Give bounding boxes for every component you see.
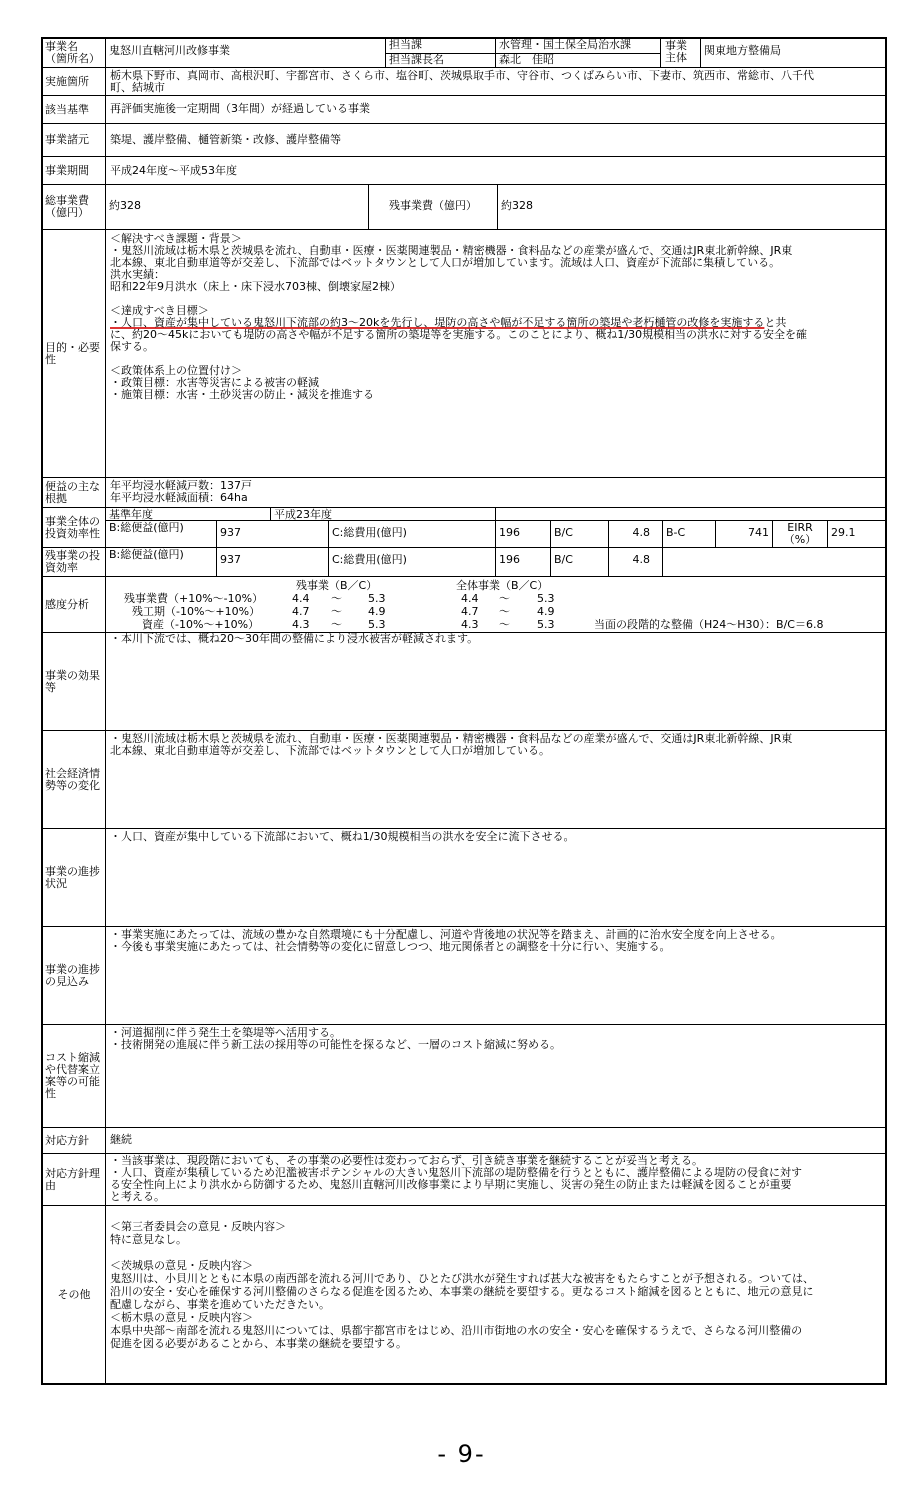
reason-line-2: ・人口、資産が集積しているため氾濫被害ポテンシャルの大きい鬼怒川下流部の堤防整備を行うとともに、護岸整備による堤防の侵食に対す <box>110 1166 802 1179</box>
total-efficiency-subrow <box>106 521 885 547</box>
sensitivity-row-name: 残工期（-10%～+10%） <box>132 605 261 618</box>
social-label: 社会経済情勢等の変化 <box>43 731 106 828</box>
sensitivity-content <box>106 577 885 632</box>
policy-row <box>43 1128 885 1154</box>
other-line <box>110 1246 881 1259</box>
dept-labels <box>386 39 496 67</box>
outlook-line-2: ・今後も事業実施にあたっては、社会情勢等の変化に留意しつつ、地元関係者との調整を十分に行い、実施する。 <box>110 940 671 953</box>
sensitivity-row-name: 残事業費（+10%～-10%） <box>124 592 264 605</box>
base-year-subrow <box>106 508 885 521</box>
sensitivity-tilde: ～ <box>499 605 510 618</box>
outlook-row <box>43 927 885 1025</box>
remaining-c-value: 196 <box>496 548 551 576</box>
purpose-line: ＜達成すべき目標＞ <box>110 304 209 317</box>
purpose-line: 北本線、東北自動車道等が交差し、下流部ではベットタウンとして人口が増加しています。流域は人口、資産が下流部に集積している。 <box>110 256 781 269</box>
costcut-text <box>106 1025 885 1127</box>
social-line-1: ・鬼怒川流域は栃木県と茨城県を流れ、自動車・医療・医薬関連製品・精密機器・食料品などの産業が盛んで、交通はJR東北新幹線、JR東 <box>110 732 793 745</box>
reason-label: 対応方針理由 <box>43 1154 106 1205</box>
total-bc-value: 4.8 <box>609 521 663 547</box>
criteria-label: 該当基準 <box>43 96 106 123</box>
purpose-line: 昭和22年9月洪水（床上・床下浸水703棟、倒壊家屋2棟） <box>110 280 401 293</box>
sensitivity-value: 4.3 <box>461 618 479 631</box>
sensitivity-value: 4.9 <box>368 605 386 618</box>
dept-label: 担当課 <box>386 39 495 54</box>
remaining-bc-label: B/C <box>551 548 609 576</box>
remaining-cost-label: 残事業費（億円） <box>369 185 498 229</box>
reason-row <box>43 1154 885 1206</box>
page-number: - 9- <box>437 1440 486 1468</box>
remaining-efficiency-row <box>43 548 885 577</box>
remaining-efficiency-label: 残事業の投資効率 <box>43 548 106 576</box>
purpose-text <box>106 230 885 477</box>
other-text <box>106 1206 885 1383</box>
purpose-line: ・鬼怒川流域は栃木県と茨城県を流れ、自動車・医療・医薬関連製品・精密機器・食料品などの産業が盛んで、交通はJR東北新幹線、JR東 <box>110 244 793 257</box>
sensitivity-tilde: ～ <box>499 618 510 631</box>
cost-value: 約328 <box>106 185 369 229</box>
other-line: ＜第三者委員会の意見・反映内容＞ <box>110 1220 286 1233</box>
outlook-label: 事業の進捗の見込み <box>43 927 106 1024</box>
cost-label: 総事業費（億円） <box>43 185 106 229</box>
sensitivity-value: 4.4 <box>461 592 479 605</box>
sensitivity-row-name: 資産（-10%～+10%） <box>142 618 260 631</box>
policy-text: 継続 <box>110 1133 132 1146</box>
sensitivity-value: 5.3 <box>368 592 386 605</box>
remaining-c-label: C:総費用(億円) <box>329 548 496 576</box>
progress-row <box>43 829 885 927</box>
chief-value: 森北 佳昭 <box>499 53 554 66</box>
base-year-value: 平成23年度 <box>271 508 496 520</box>
sensitivity-tilde: ～ <box>331 605 342 618</box>
benefit-basis-label: 便益の主な根拠 <box>43 478 106 507</box>
remaining-b-value: 937 <box>217 548 329 576</box>
total-eirr-label: EIRR（%） <box>773 521 828 547</box>
sensitivity-value: 5.3 <box>368 618 386 631</box>
costcut-line-2: ・技術開発の進展に伴う新工法の採用等の可能性を探るなど、一層のコスト縮減に努める。 <box>110 1038 561 1051</box>
location-label: 実施箇所 <box>43 68 106 95</box>
period-text: 平成24年度～平成53年度 <box>110 164 237 177</box>
project-name-label-text: 事業名 <box>45 40 78 53</box>
specs-text: 築堤、護岸整備、樋管新築・改修、護岸整備等 <box>110 133 341 146</box>
sensitivity-value: 4.7 <box>461 605 479 618</box>
project-name-label <box>43 39 106 67</box>
benefit-basis-text <box>106 478 885 507</box>
cost-row <box>43 185 885 230</box>
sensitivity-tilde: ～ <box>331 618 342 631</box>
purpose-line: 洪水実績： <box>110 268 165 281</box>
total-c-label: C:総費用(億円) <box>329 521 496 547</box>
benefit-basis-row <box>43 478 885 508</box>
reason-line-4: と考える。 <box>110 1190 165 1203</box>
purpose-row <box>43 230 885 478</box>
location-line-1: 栃木県下野市、真岡市、高根沢町、宇都宮市、さくら市、塩谷町、茨城県取手市、守谷市、つくばみらい市、下妻市、筑西市、常総市、八千代 <box>110 69 814 82</box>
purpose-line: ＜解決すべき課題・背景＞ <box>110 232 242 245</box>
header-row <box>43 39 885 68</box>
other-line: 沿川の安全・安心を確保する河川整備のさらなる促進を図るため、本事業の継続を要望する。更なるコスト縮減を図るとともに、地元の意見に <box>110 1285 814 1298</box>
purpose-line: ・施策目標：水害・土砂災害の防止・減災を推進する <box>110 388 374 401</box>
sensitivity-value: 4.9 <box>537 605 555 618</box>
remaining-cost-value: 約328 <box>501 199 533 212</box>
sensitivity-value: 4.7 <box>292 605 310 618</box>
total-efficiency-label: 事業全体の投資効率性 <box>43 508 106 547</box>
total-bmc-label: B-C <box>663 521 716 547</box>
total-eirr-value: 29.1 <box>831 526 856 539</box>
total-efficiency-row <box>43 508 885 548</box>
sensitivity-row <box>43 577 885 633</box>
base-year-label: 基準年度 <box>106 508 271 520</box>
costcut-line-1: ・河道掘削に伴う発生土を築堤等へ活用する。 <box>110 1026 341 1039</box>
sensitivity-head-remaining: 残事業（B／C） <box>296 579 378 592</box>
specs-label: 事業諸元 <box>43 124 106 156</box>
purpose-label: 目的・必要性 <box>43 230 106 477</box>
project-name-sublabel-text: （箇所名） <box>45 52 100 65</box>
social-line-2: 北本線、東北自動車道等が交差し、下流部ではベットタウンとして人口が増加している。 <box>110 744 550 757</box>
sensitivity-head-total: 全体事業（B／C） <box>456 579 549 592</box>
sensitivity-label: 感度分析 <box>43 577 106 632</box>
social-row <box>43 731 885 829</box>
dept-values <box>496 39 661 67</box>
project-name: 鬼怒川直轄河川改修事業 <box>106 39 386 67</box>
criteria-text: 再評価実施後一定期間（3年間）が経過している事業 <box>110 102 370 115</box>
dept-value: 水管理・国土保全局治水課 <box>496 39 660 54</box>
total-bc-label: B/C <box>551 521 609 547</box>
other-line: 特に意見なし。 <box>110 1233 187 1246</box>
remaining-bc-value: 4.8 <box>609 548 663 576</box>
total-b-label: B:総便益(億円) <box>106 521 217 547</box>
sensitivity-note: 当面の段階的な整備（H24～H30）：B/C＝6.8 <box>594 618 824 631</box>
social-text <box>106 731 885 828</box>
effect-label: 事業の効果等 <box>43 633 106 730</box>
purpose-highlight: ・人口、資産が集中している鬼怒川下流部の約3～20kを先行し、堤防の高さや幅が不足する箇所の築堤や老朽樋管の改修を実施する <box>110 316 765 329</box>
location-text <box>106 68 885 95</box>
other-line: 促進を図る必要があることから、本事業の継続を要望する。 <box>110 1337 407 1350</box>
total-b-value: 937 <box>217 521 329 547</box>
outlook-text <box>106 927 885 1024</box>
reason-text <box>106 1154 885 1205</box>
sensitivity-value: 4.4 <box>292 592 310 605</box>
sensitivity-value: 5.3 <box>537 592 555 605</box>
total-bmc-value: 741 <box>716 521 773 547</box>
other-line: ＜栃木県の意見・反映内容＞ <box>110 1311 253 1324</box>
sensitivity-tilde: ～ <box>499 592 510 605</box>
total-c-value: 196 <box>496 521 551 547</box>
effect-row <box>43 633 885 731</box>
other-line: ＜茨城県の意見・反映内容＞ <box>110 1259 253 1272</box>
other-row <box>43 1206 885 1383</box>
criteria-row <box>43 96 885 124</box>
period-row <box>43 157 885 185</box>
purpose-line: ・政策目標：水害等災害による被害の軽減 <box>110 376 319 389</box>
policy-label: 対応方針 <box>43 1128 106 1153</box>
specs-row <box>43 124 885 157</box>
benefit-basis-line-1: 年平均浸水軽減戸数：137戸 <box>110 479 252 492</box>
period-label: 事業期間 <box>43 157 106 184</box>
costcut-row <box>43 1025 885 1128</box>
sensitivity-tilde: ～ <box>331 592 342 605</box>
other-label: その他 <box>43 1206 106 1383</box>
purpose-line <box>110 293 881 305</box>
purpose-line: に、約20～45kにおいても堤防の高さや幅が不足する箇所の築堤等を実施する。このことにより、概ね1/30規模相当の洪水に対する安全を確 <box>110 328 808 341</box>
other-line: 配慮しながら、事業を進めていただきたい。 <box>110 1298 330 1311</box>
purpose-line: 保する。 <box>110 340 154 353</box>
effect-text: ・本川下流では、概ね20～30年間の整備により浸水被害が軽減されます。 <box>110 633 479 645</box>
chief-label: 担当課長名 <box>389 53 444 66</box>
progress-label: 事業の進捗状況 <box>43 829 106 926</box>
outlook-line-1: ・事業実施にあたっては、流域の豊かな自然環境にも十分配慮し、河道や背後地の状況等を踏まえ、計画的に治水安全度を向上させる。 <box>110 928 782 941</box>
location-line-2: 町、結城市 <box>110 81 165 94</box>
sensitivity-value: 4.3 <box>292 618 310 631</box>
reason-line-1: ・当該事業は、現段階においても、その事業の必要性は変わっておらず、引き続き事業を継続することが妥当と考える。 <box>110 1154 704 1167</box>
costcut-label: コスト縮減や代替案立案等の可能性 <box>43 1025 106 1127</box>
purpose-highlight-tail: と共 <box>764 316 787 329</box>
benefit-basis-line-2: 年平均浸水軽減面積：64ha <box>110 491 248 504</box>
purpose-line: ＜政策体系上の位置付け＞ <box>110 364 242 377</box>
other-line: 本県中央部～南部を流れる鬼怒川については、県都宇都宮市をはじめ、沿川市街地の水の安全・安心を確保するうえで、さらなる河川整備の <box>110 1324 803 1337</box>
sensitivity-value: 5.3 <box>537 618 555 631</box>
location-row <box>43 68 885 96</box>
base-year-blank <box>496 508 885 520</box>
entity-label: 事業主体 <box>661 39 701 67</box>
progress-text: ・人口、資産が集中している下流部において、概ね1/30規模相当の洪水を安全に流下させる。 <box>110 830 575 843</box>
other-line: 鬼怒川は、小貝川とともに本県の南西部を流れる河川であり、ひとたび洪水が発生すれば甚大な被害をもたらすことが予想される。ついては、 <box>110 1272 814 1285</box>
evaluation-table <box>41 37 887 1385</box>
reason-line-3: る安全性向上により洪水から防御するため、鬼怒川直轄河川改修事業により早期に実施し、災害の発生の防止または軽減を図ることが重要 <box>110 1178 792 1191</box>
remaining-b-label: B:総便益(億円) <box>106 548 217 576</box>
entity-value: 関東地方整備局 <box>704 44 781 57</box>
